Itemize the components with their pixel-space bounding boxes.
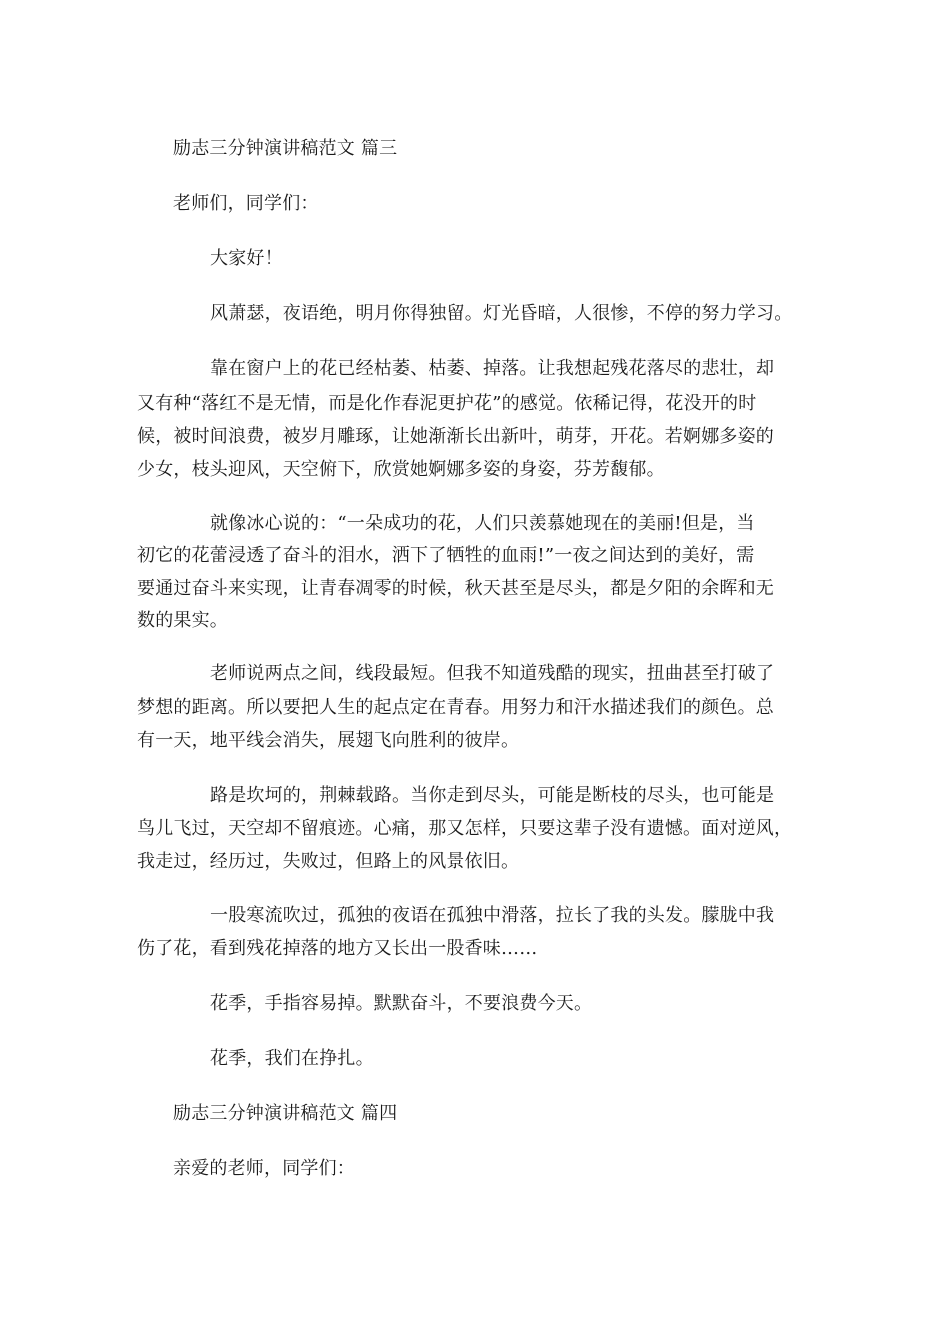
paragraph-line: 大家好！ — [210, 248, 283, 269]
paragraph-line: 靠在窗户上的花已经枯萎、枯萎、掉落。让我想起残花落尽的悲壮，却 — [210, 358, 775, 379]
paragraph-line: 梦想的距离。所以要把人生的起点定在青春。用努力和汗水描述我们的颜色。总 — [137, 697, 774, 718]
paragraph-line: 要通过奋斗来实现，让青春凋零的时候，秋天甚至是尽头，都是夕阳的余晖和无 — [137, 578, 774, 599]
paragraph-line: 我走过，经历过，失败过，但路上的风景依旧。 — [137, 851, 520, 872]
paragraph-line: 数的果实。 — [137, 610, 228, 631]
paragraph-line: 初它的花蕾浸透了奋斗的泪水，洒下了牺牲的血雨!”一夜之间达到的美好，需 — [137, 545, 755, 566]
salutation: 亲爱的老师，同学们： — [173, 1158, 355, 1179]
paragraph-line: 一股寒流吹过，孤独的夜语在孤独中滑落，拉长了我的头发。朦胧中我 — [210, 905, 775, 926]
paragraph-line: 老师说两点之间，线段最短。但我不知道残酷的现实，扭曲甚至打破了 — [210, 663, 775, 684]
paragraph-line: 路是坎坷的，荆棘载路。当你走到尽头，可能是断枝的尽头，也可能是 — [210, 785, 775, 806]
paragraph-line: 花季，我们在挣扎。 — [210, 1048, 374, 1069]
paragraph-line: 风萧瑟，夜语绝，明月你得独留。灯光昏暗，人很惨，不停的努力学习。 — [210, 303, 793, 324]
paragraph-line: 又有种“落红不是无情，而是化作春泥更护花”的感觉。依稀记得，花没开的时 — [137, 393, 757, 414]
section-heading: 励志三分钟演讲稿范文 篇四 — [173, 1103, 398, 1124]
paragraph-line: 鸟儿飞过，天空却不留痕迹。心痛，那又怎样，只要这辈子没有遗憾。面对逆风， — [137, 818, 793, 839]
section-heading: 励志三分钟演讲稿范文 篇三 — [173, 138, 398, 159]
paragraph-line: 花季，手指容易掉。默默奋斗，不要浪费今天。 — [210, 993, 593, 1014]
paragraph-line: 有一天，地平线会消失，展翅飞向胜利的彼岸。 — [137, 730, 520, 751]
paragraph-line: 少女，枝头迎风，天空俯下，欣赏她婀娜多姿的身姿，芬芳馥郁。 — [137, 459, 665, 480]
paragraph-line: 就像冰心说的：“一朵成功的花，人们只羡慕她现在的美丽!但是，当 — [210, 513, 755, 534]
paragraph-line: 候，被时间浪费，被岁月雕琢，让她渐渐长出新叶，萌芽，开花。若婀娜多姿的 — [137, 426, 774, 447]
salutation: 老师们，同学们： — [173, 193, 319, 214]
paragraph-line: 伤了花，看到残花掉落的地方又长出一股香味…… — [137, 938, 538, 959]
